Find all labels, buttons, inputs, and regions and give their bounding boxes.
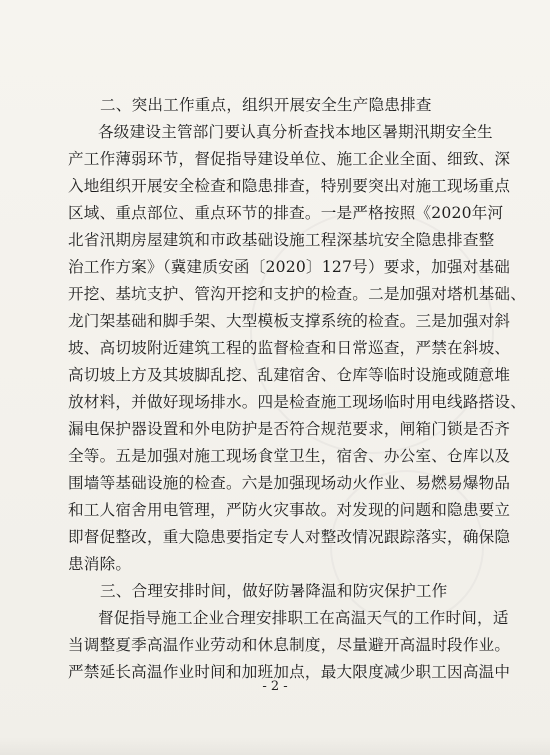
paragraph-line: 产工作薄弱环节，督促指导建设单位、施工企业全面、细致、深 (68, 150, 511, 168)
paragraph-line: 当调整夏季高温作业劳动和休息制度，尽量避开高温时段作业。 (68, 636, 511, 654)
scan-edge-shadow (0, 737, 550, 755)
paragraph-line: 高切坡上方及其坡脚乱挖、乱建宿舍、仓库等临时设施或随意堆 (68, 366, 511, 384)
paragraph-line: 放材料，并做好现场排水。四是检查施工现场临时用电线路搭设、 (68, 393, 527, 411)
section-heading-3: 三、合理安排时间，做好防暑降温和防灾保护工作 (100, 582, 448, 600)
paragraph-line: 龙门架基础和脚手架、大型模板支撑系统的检查。三是加强对斜 (68, 312, 511, 330)
paragraph-line: 治工作方案》（冀建质安函〔2020〕127号）要求，加强对基础 (68, 258, 511, 276)
paragraph-line: 入地组织开展安全检查和隐患排查，特别要突出对施工现场重点 (68, 177, 511, 195)
paragraph-line: 漏电保护器设置和外电防护是否符合规范要求，闸箱门锁是否齐 (68, 420, 511, 438)
paragraph-line: 区域、重点部位、重点环节的排查。一是严格按照《2020年河 (68, 204, 504, 222)
paragraph-line: 坡、高切坡附近建筑工程的监督检查和日常巡查，严禁在斜坡、 (68, 339, 511, 357)
paragraph-line: 和工人宿舍用电管理，严防火灾事故。对发现的问题和隐患要立 (68, 501, 511, 519)
paragraph-line: 即督促整改，重大隐患要指定专人对整改情况跟踪落实，确保隐 (68, 528, 511, 546)
paragraph-line: 各级建设主管部门要认真分析查找本地区暑期汛期安全生 (98, 123, 493, 141)
paragraph-line: 围墙等基础设施的检查。六是加强现场动火作业、易燃易爆物品 (68, 474, 511, 492)
page-number: - 2 - (262, 679, 288, 694)
paragraph-line: 患消除。 (68, 555, 132, 573)
paragraph-line: 全等。五是加强对施工现场食堂卫生，宿舍、办公室、仓库以及 (68, 447, 511, 465)
paragraph-line: 北省汛期房屋建筑和市政基础设施工程深基坑安全隐患排查整 (68, 231, 495, 249)
paragraph-line: 开挖、基坑支护、管沟开挖和支护的检查。二是加强对塔机基础、 (68, 285, 527, 303)
paragraph-line: 督促指导施工企业合理安排职工在高温天气的工作时间，适 (98, 609, 509, 627)
paragraph-line: 严禁延长高温作业时间和加班加点，最大限度减少职工因高温中 (68, 663, 511, 681)
section-heading-2: 二、突出工作重点，组织开展安全生产隐患排查 (100, 96, 432, 114)
